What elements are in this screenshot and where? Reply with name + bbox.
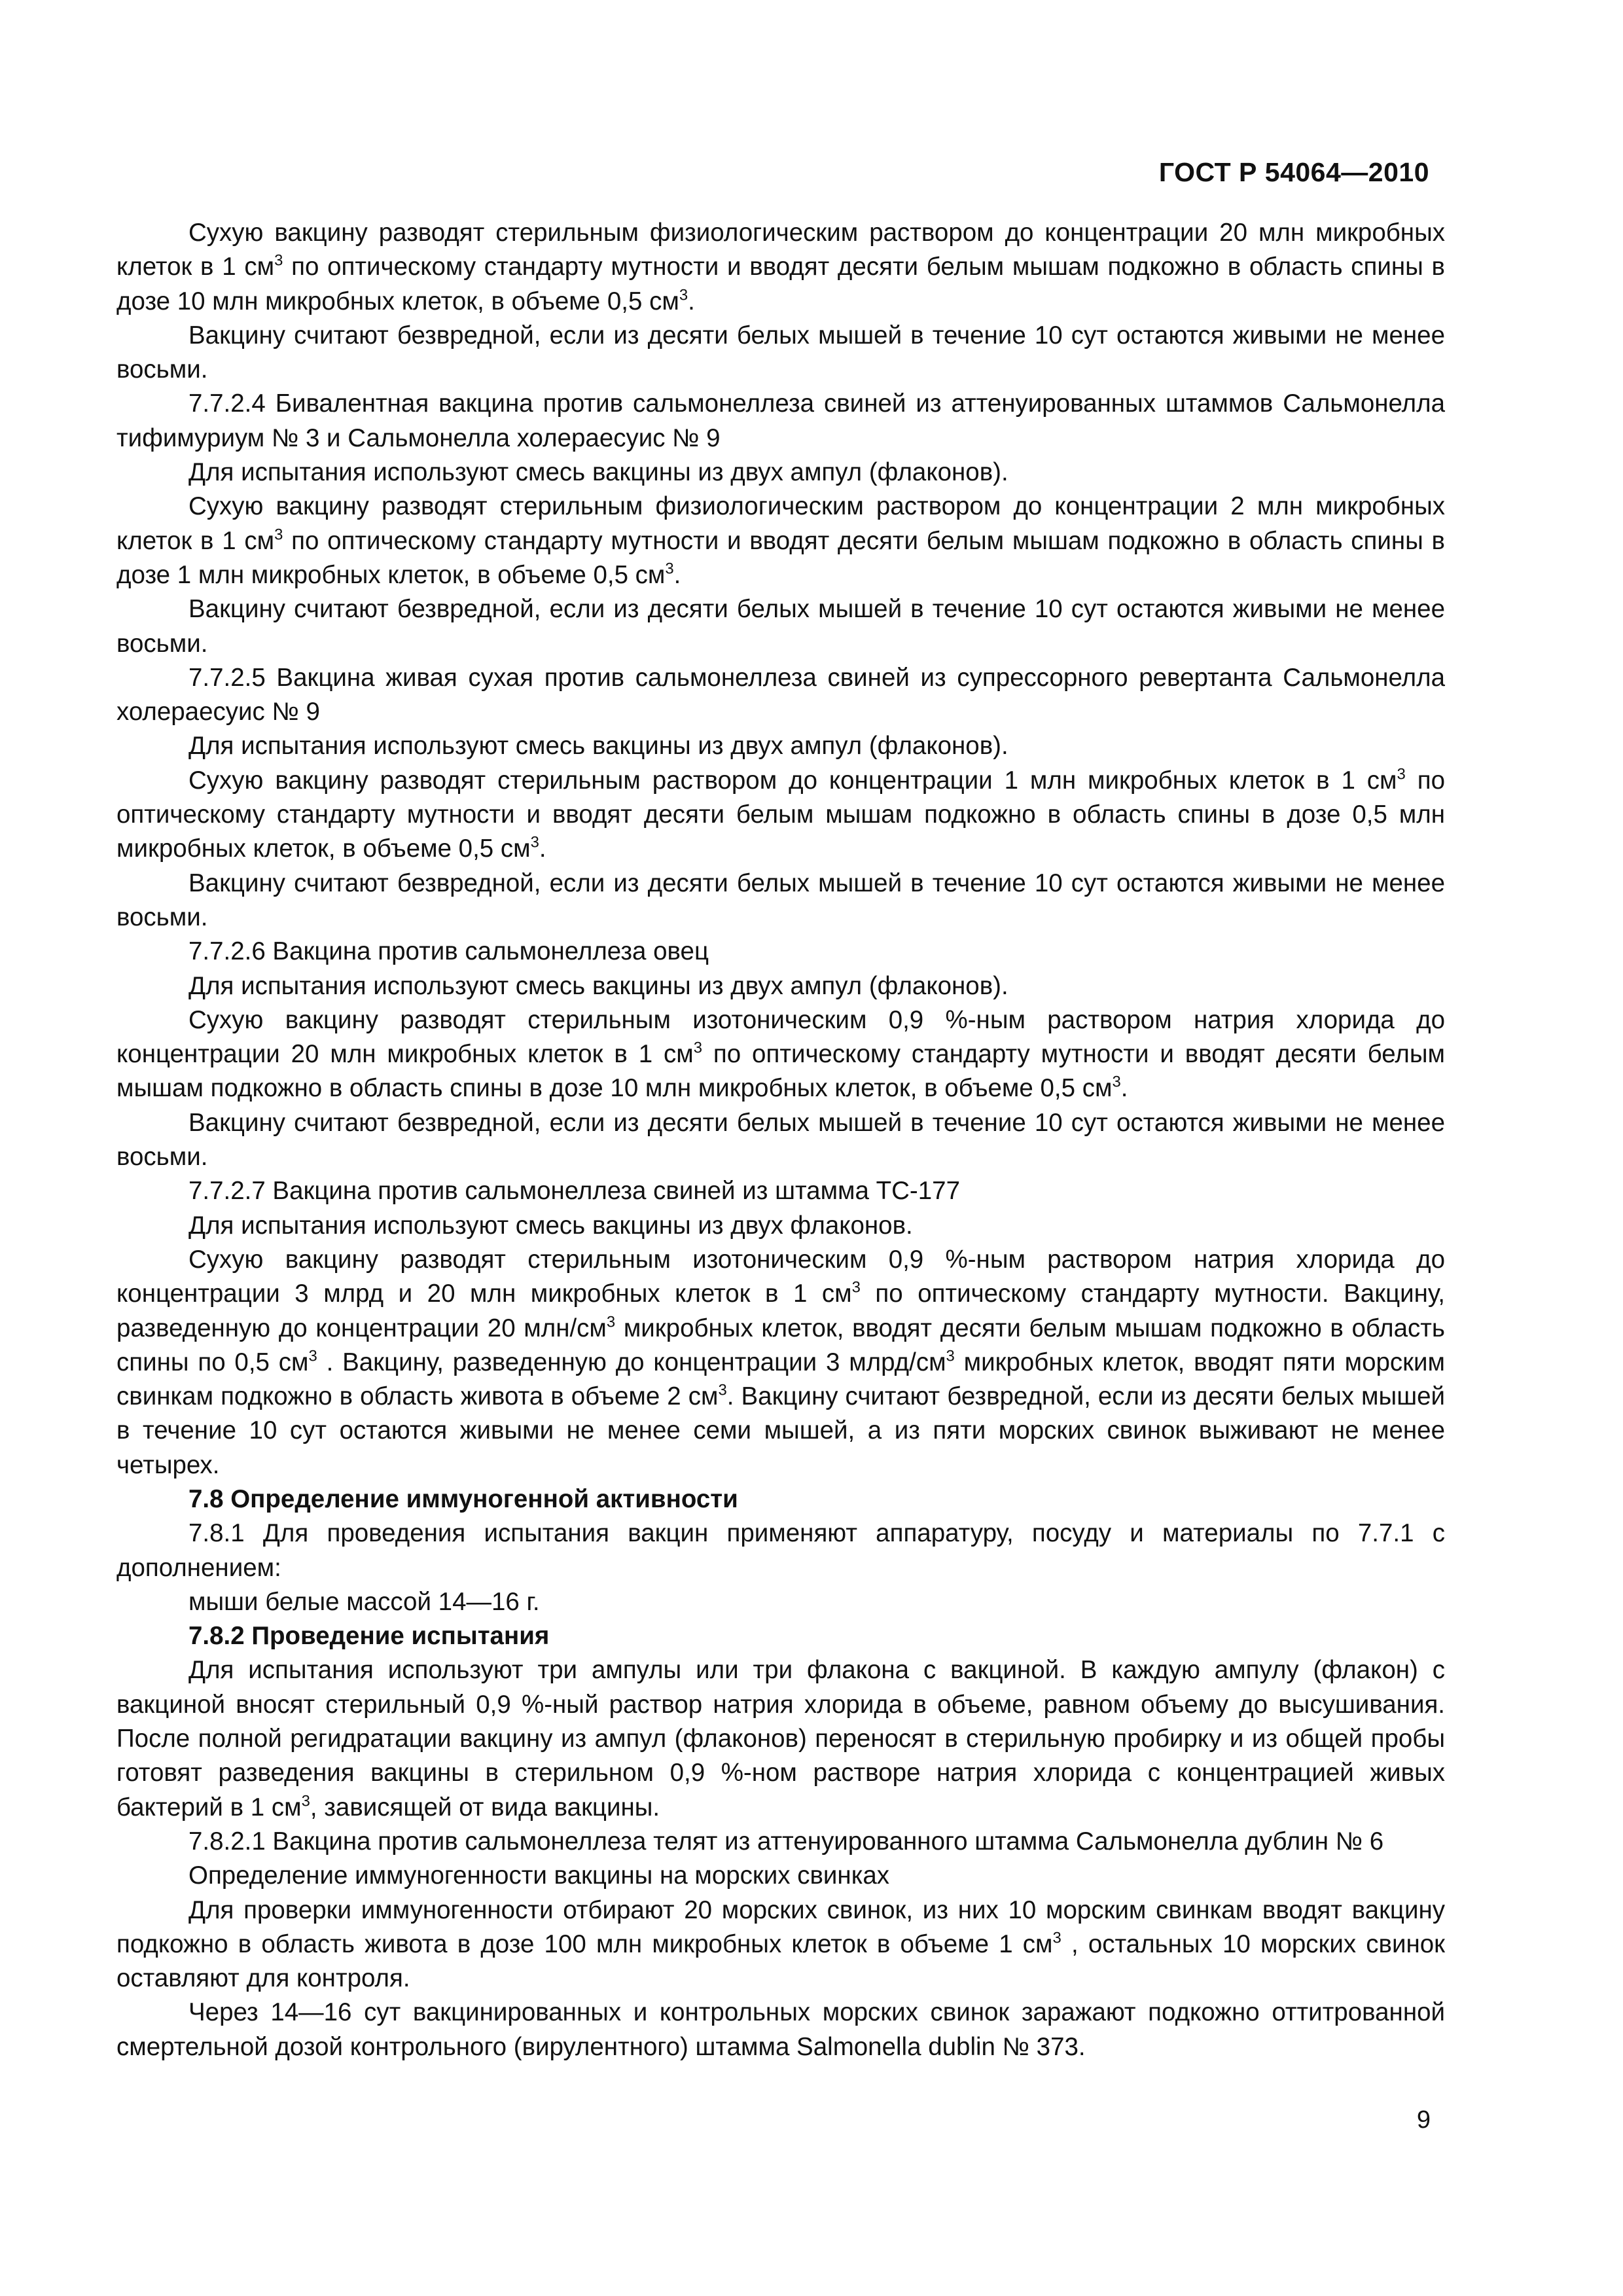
- superscript: 3: [1052, 1929, 1061, 1947]
- section-heading: [116, 1482, 1445, 1516]
- paragraph-text: Для испытания используют смесь вакцины из двух ампул (флаконов).: [188, 732, 1008, 761]
- paragraph-text: по оптическому стандарту мутности и вводят десяти белым мышам подкожно в область спины в дозе 1 млн микробных клеток, в объеме 0,5 см: [116, 526, 1445, 589]
- superscript: 3: [274, 526, 283, 544]
- superscript: 3: [606, 1313, 616, 1331]
- body-paragraph: [116, 1106, 1445, 1175]
- body-paragraph: [116, 1174, 1445, 1208]
- paragraph-text: Сухую вакцину разводят стерильным физиологическим раствором до концентрации 2 млн микробных клеток в 1 см: [116, 492, 1445, 555]
- body-paragraph: [116, 1516, 1445, 1585]
- paragraph-text: Для испытания используют три ампулы или три флакона с вакциной. В каждую ампулу (флакон) с вакциной вносят стерильный 0,9 %-ный раствор натрия хлорида в объеме, равном объему до высушивания. После полной регидратации вакцину из ампул (флаконов) переносят в стерильную пробирку и из общей пробы готовят разведения вакцины в стерильном 0,9 %-ном растворе натрия хлорида с концентрацией живых бактерий в 1 см: [116, 1656, 1445, 1821]
- body-paragraph: [116, 1003, 1445, 1106]
- superscript: 3: [851, 1278, 861, 1297]
- paragraph-text: Сухую вакцину разводят стерильным изотоническим 0,9 %-ным раствором натрия хлорида до концентрации 3 млрд и 20 млн микробных клеток в 1 см: [116, 1245, 1445, 1308]
- paragraph-text: мыши белые массой 14—16 г.: [188, 1587, 540, 1616]
- paragraph-text: Через 14—16 сут вакцинированных и контрольных морских свинок заражают подкожно оттитрованной смертельной дозой контрольного (вирулентного) штамма Salmonella dublin № 373.: [116, 1998, 1445, 2061]
- document-header: ГОСТ Р 54064—2010: [1158, 157, 1429, 187]
- paragraph-text: микробных клеток, вводят пяти морским свинкам подкожно в область живота в объеме 2 см: [116, 1348, 1445, 1411]
- paragraph-text: . Вакцину, разведенную до концентрации 3 млрд/см: [317, 1348, 946, 1376]
- body-paragraph: [116, 456, 1445, 490]
- superscript: 3: [718, 1381, 727, 1399]
- paragraph-text: 7.7.2.4 Бивалентная вакцина против сальмонеллеза свиней из аттенуированных штаммов Сальмонелла тифимуриум № 3 и Сальмонелла холераесуис № 9: [116, 389, 1445, 452]
- superscript: 3: [530, 834, 539, 852]
- body-paragraph: [116, 935, 1445, 969]
- body-paragraph: [116, 729, 1445, 763]
- paragraph-text: .: [539, 834, 546, 863]
- superscript: 3: [679, 286, 688, 304]
- paragraph-text: Для испытания используют смесь вакцины из двух ампул (флаконов).: [188, 458, 1008, 487]
- body-paragraph: [116, 1859, 1445, 1893]
- paragraph-text: Для проверки иммуногенности отбирают 20 морских свинок, из них 10 морским свинкам вводят вакцину подкожно в область живота в дозе 100 млн микробных клеток в объеме 1 см: [116, 1895, 1445, 1958]
- superscript: 3: [946, 1347, 955, 1365]
- paragraph-text: по оптическому стандарту мутности и вводят десяти белым мышам подкожно в область спины в дозе 0,5 млн микробных клеток, в объеме 0,5 см: [116, 766, 1445, 863]
- superscript: 3: [1112, 1073, 1121, 1092]
- body-paragraph: [116, 319, 1445, 387]
- paragraph-text: . Вакцину считают безвредной, если из десяти белых мышей в течение 10 сут остаются живыми не менее семи мышей, а из пяти морских свинок выживают не менее четырех.: [116, 1382, 1446, 1479]
- paragraph-text: .: [1120, 1074, 1128, 1103]
- paragraph-text: по оптическому стандарту мутности. Вакцину, разведенную до концентрации 20 млн/см: [116, 1280, 1445, 1342]
- superscript: 3: [301, 1792, 310, 1810]
- paragraph-text: Сухую вакцину разводят стерильным раствором до концентрации 1 млн микробных клеток в 1 см: [188, 766, 1397, 795]
- paragraph-text: 7.8.2 Проведение испытания: [188, 1622, 550, 1651]
- superscript: 3: [274, 251, 283, 270]
- superscript: 3: [308, 1347, 317, 1365]
- paragraph-text: Вакцину считают безвредной, если из десяти белых мышей в течение 10 сут остаются живыми не менее восьми.: [116, 869, 1445, 931]
- body-paragraph: [116, 661, 1445, 730]
- paragraph-text: микробных клеток, вводят десяти белым мышам подкожно в область спины по 0,5 см: [116, 1314, 1445, 1376]
- paragraph-text: по оптическому стандарту мутности и вводят десяти белым мышам подкожно в область спины в дозе 10 млн микробных клеток, в объеме 0,5 см: [116, 253, 1445, 315]
- body-paragraph: [116, 1996, 1445, 2064]
- paragraph-text: Вакцину считают безвредной, если из десяти белых мышей в течение 10 сут остаются живыми не менее восьми.: [116, 595, 1445, 658]
- paragraph-text: , зависящей от вида вакцины.: [310, 1793, 660, 1821]
- body-paragraph: [116, 1585, 1445, 1619]
- body-paragraph: [116, 1893, 1445, 1996]
- paragraph-text: , остальных 10 морских свинок оставляют для контроля.: [116, 1929, 1445, 1993]
- paragraph-text: 7.8.2.1 Вакцина против сальмонеллеза телят из аттенуированного штамма Сальмонелла дублин № 6: [188, 1827, 1384, 1856]
- body-paragraph: [116, 1825, 1445, 1859]
- body-paragraph: [116, 764, 1445, 867]
- paragraph-text: Вакцину считают безвредной, если из десяти белых мышей в течение 10 сут остаются живыми не менее восьми.: [116, 1108, 1445, 1172]
- paragraph-text: 7.8 Определение иммуногенной активности: [188, 1484, 738, 1513]
- paragraph-text: по оптическому стандарту мутности и вводят десяти белым мышам подкожно в область спины в дозе 10 млн микробных клеток, в объеме 0,5 см: [116, 1040, 1445, 1103]
- body-paragraph: [116, 592, 1445, 661]
- body-paragraph: [116, 387, 1445, 456]
- page-number: 9: [1416, 2106, 1431, 2134]
- document-body: [116, 216, 1445, 2064]
- paragraph-text: Сухую вакцину разводят стерильным физиологическим раствором до концентрации 20 млн микробных клеток в 1 см: [116, 219, 1445, 281]
- body-paragraph: [116, 969, 1445, 1003]
- body-paragraph: [116, 1209, 1445, 1243]
- paragraph-text: .: [688, 287, 695, 315]
- paragraph-text: 7.7.2.7 Вакцина против сальмонеллеза свиней из штамма ТС-177: [188, 1177, 960, 1206]
- body-paragraph: [116, 1653, 1445, 1824]
- paragraph-text: Вакцину считают безвредной, если из десяти белых мышей в течение 10 сут остаются живыми не менее восьми.: [116, 321, 1445, 384]
- paragraph-text: .: [673, 560, 681, 589]
- paragraph-text: 7.7.2.5 Вакцина живая сухая против сальмонеллеза свиней из супрессорного ревертанта Сальмонелла холераесуис № 9: [116, 663, 1445, 726]
- paragraph-text: 7.8.1 Для проведения испытания вакцин применяют аппаратуру, посуду и материалы по 7.7.1 с дополнением:: [116, 1519, 1445, 1582]
- section-heading: [116, 1619, 1445, 1653]
- paragraph-text: Сухую вакцину разводят стерильным изотоническим 0,9 %-ным раствором натрия хлорида до концентрации 20 млн микробных клеток в 1 см: [116, 1005, 1445, 1069]
- superscript: 3: [1397, 765, 1406, 783]
- body-paragraph: [116, 1243, 1445, 1482]
- superscript: 3: [693, 1039, 703, 1057]
- paragraph-text: Для испытания используют смесь вакцины из двух флаконов.: [188, 1211, 913, 1240]
- body-paragraph: [116, 867, 1445, 935]
- paragraph-text: Определение иммуногенности вакцины на морских свинках: [188, 1861, 890, 1890]
- paragraph-text: Для испытания используют смесь вакцины из двух ампул (флаконов).: [188, 971, 1008, 1000]
- body-paragraph: [116, 490, 1445, 592]
- body-paragraph: [116, 216, 1445, 319]
- paragraph-text: 7.7.2.6 Вакцина против сальмонеллеза овец: [188, 937, 709, 966]
- superscript: 3: [665, 560, 674, 578]
